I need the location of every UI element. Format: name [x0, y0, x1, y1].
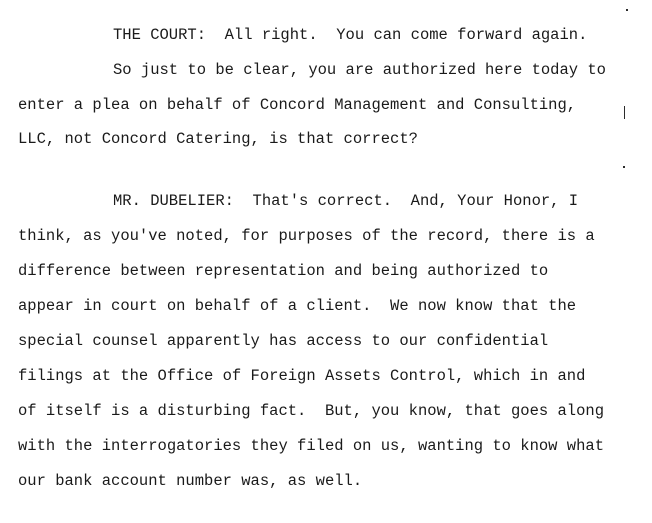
transcript-line: of itself is a disturbing fact. But, you know, that goes along: [18, 402, 604, 420]
transcript-line: with the interrogatories they filed on us, wanting to know what: [18, 437, 604, 455]
transcript-line: appear in court on behalf of a client. We now know that the: [18, 297, 577, 315]
margin-tick-mark: [623, 166, 625, 168]
transcript-line: LLC, not Concord Catering, is that correct?: [18, 130, 418, 148]
transcript-line: MR. DUBELIER: That's correct. And, Your Honor, I: [113, 192, 579, 210]
transcript-line: difference between representation and being authorized to: [18, 262, 549, 280]
transcript-line: filings at the Office of Foreign Assets Control, which in and: [18, 367, 586, 385]
transcript-line: our bank account number was, as well.: [18, 472, 363, 490]
margin-bar-mark: [624, 106, 625, 119]
transcript-line: think, as you've noted, for purposes of the record, there is a: [18, 227, 595, 245]
transcript-line: enter a plea on behalf of Concord Management and Consulting,: [18, 96, 577, 114]
margin-tick-mark: [626, 9, 628, 11]
transcript-line: special counsel apparently has access to our confidential: [18, 332, 549, 350]
transcript-line: THE COURT: All right. You can come forward again.: [113, 26, 588, 44]
transcript-line: So just to be clear, you are authorized here today to: [113, 61, 606, 79]
